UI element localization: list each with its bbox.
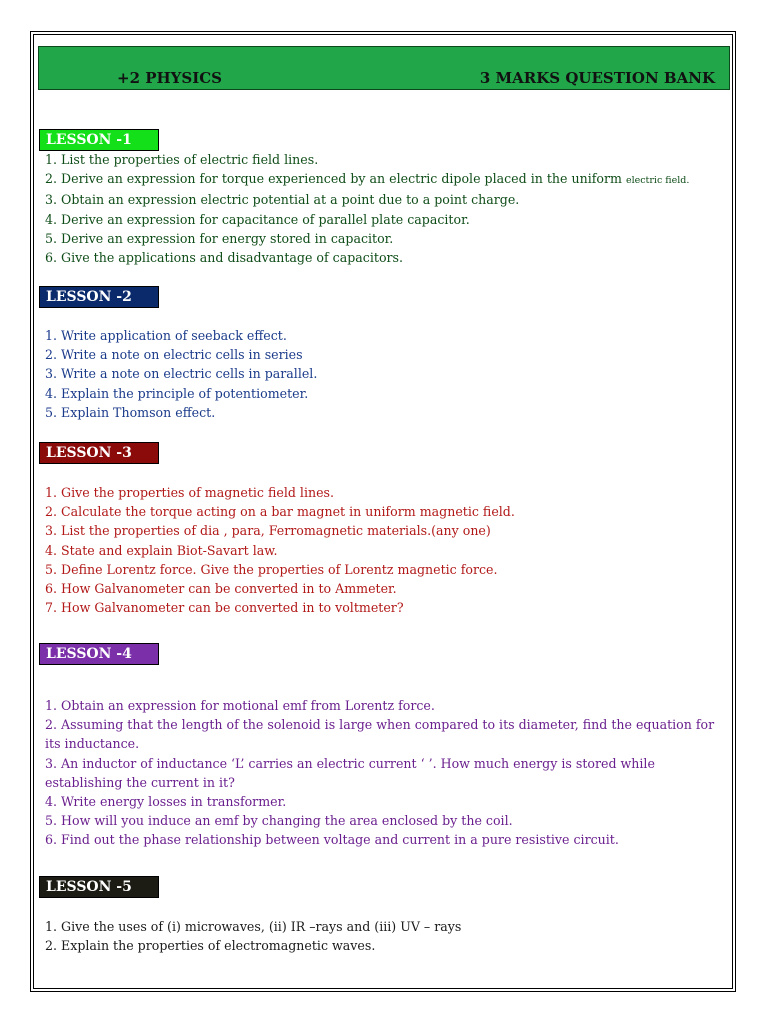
list-item: 1. Obtain an expression for motional emf from Lorentz force. xyxy=(45,698,435,713)
list-item: 4. Derive an expression for capacitance of parallel plate capacitor. xyxy=(45,211,470,227)
lesson-2-questions xyxy=(45,326,725,422)
lesson-4-heading: LESSON -4 xyxy=(39,643,159,665)
list-item: 4. Write energy losses in transformer. xyxy=(45,794,287,810)
list-item: 6. Give the applications and disadvantage of capacitors. xyxy=(45,250,404,266)
list-item: 2. Assuming that the length of the solenoid is large when compared to its diameter, find the equation for its inductance. xyxy=(45,717,715,752)
lesson-3-questions xyxy=(45,483,725,617)
subject-title: +2 PHYSICS xyxy=(117,69,223,87)
question-suffix: electric field. xyxy=(625,175,690,187)
list-item: 5. Explain Thomson effect. xyxy=(45,404,216,420)
list-item: 3. An inductor of inductance ‘L’ carries an electric current ‘ ’. How much energy is stored while establishing the current in it? xyxy=(45,755,655,790)
list-item: 1. List the properties of electric field lines. xyxy=(45,152,319,167)
list-item: 3. Write a note on electric cells in parallel. xyxy=(45,366,318,382)
list-item: 4. State and explain Biot-Savart law. xyxy=(45,542,278,558)
list-item: 2. Write a note on electric cells in series xyxy=(45,347,303,363)
lesson-1-heading: LESSON -1 xyxy=(39,129,159,151)
list-item: 5. How will you induce an emf by changing the area enclosed by the coil. xyxy=(45,813,513,829)
lesson-2-heading: LESSON -2 xyxy=(39,286,159,308)
lesson-5-questions xyxy=(45,917,725,955)
list-item: 1. Write application of seeback effect. xyxy=(45,328,287,343)
list-item: 2. Calculate the torque acting on a bar magnet in uniform magnetic field. xyxy=(45,504,515,520)
list-item: 5. Derive an expression for energy stored in capacitor. xyxy=(45,230,394,246)
lesson-3-heading: LESSON -3 xyxy=(39,442,159,464)
lesson-5-heading: LESSON -5 xyxy=(39,876,159,898)
lesson-1-questions xyxy=(45,150,725,267)
document-title: 3 MARKS QUESTION BANK xyxy=(479,69,715,87)
list-item: 7. How Galvanometer can be converted in to voltmeter? xyxy=(45,600,404,616)
list-item: 3. List the properties of dia , para, Ferromagnetic materials.(any one) xyxy=(45,523,491,539)
lesson-4-questions xyxy=(45,696,725,850)
title-banner xyxy=(38,46,730,90)
list-item: 2. Explain the properties of electromagnetic waves. xyxy=(45,938,376,954)
list-item: 6. How Galvanometer can be converted in to Ammeter. xyxy=(45,581,397,597)
list-item xyxy=(45,169,725,190)
question-text: 2. Derive an expression for torque experienced by an electric dipole placed in the uniform xyxy=(45,171,622,187)
list-item: 6. Find out the phase relationship between voltage and current in a pure resistive circuit. xyxy=(45,832,619,848)
list-item: 5. Define Lorentz force. Give the properties of Lorentz magnetic force. xyxy=(45,561,498,577)
list-item: 1. Give the properties of magnetic field lines. xyxy=(45,485,335,500)
list-item: 1. Give the uses of (i) microwaves, (ii) IR –rays and (iii) UV – rays xyxy=(45,919,462,934)
list-item: 4. Explain the principle of potentiometer. xyxy=(45,385,309,401)
list-item: 3. Obtain an expression electric potential at a point due to a point charge. xyxy=(45,192,520,208)
